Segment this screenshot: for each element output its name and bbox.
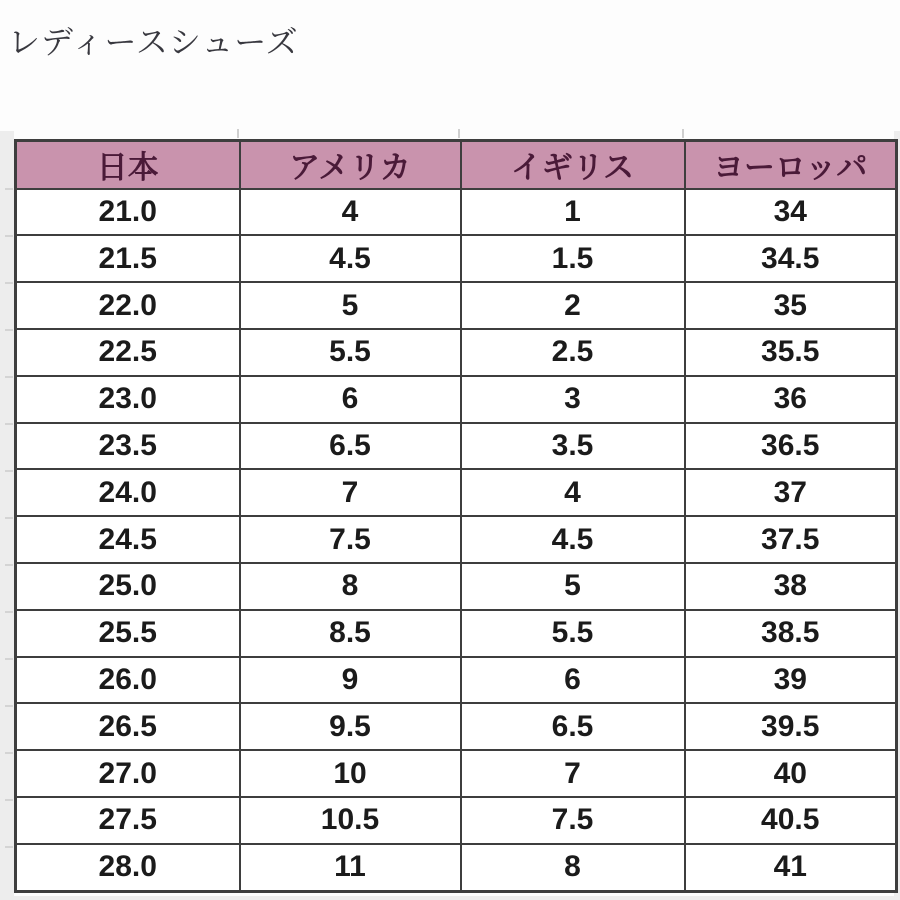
table-cell: 40: [685, 750, 897, 797]
table-cell: 10: [240, 750, 461, 797]
table-cell: 5: [240, 282, 461, 329]
row-gridline-tick: [5, 611, 13, 613]
row-gridline-tick: [5, 517, 13, 519]
table-cell: 24.5: [16, 516, 240, 563]
table-cell: 3: [461, 376, 685, 423]
row-gridline-tick: [5, 376, 13, 378]
table-cell: 38: [685, 563, 897, 610]
table-cell: 9.5: [240, 703, 461, 750]
table-row: [16, 282, 897, 329]
table-row: [16, 329, 897, 376]
table-row: [16, 657, 897, 704]
table-cell: 5.5: [240, 329, 461, 376]
table-row: [16, 516, 897, 563]
table-cell: 4: [461, 469, 685, 516]
table-cell: 39: [685, 657, 897, 704]
table-cell: 21.5: [16, 235, 240, 282]
table-cell: 1.5: [461, 235, 685, 282]
table-cell: 40.5: [685, 797, 897, 844]
table-cell: 8: [461, 844, 685, 892]
table-cell: 24.0: [16, 469, 240, 516]
table-row: [16, 423, 897, 470]
table-row: [16, 189, 897, 236]
row-gridline-tick: [5, 470, 13, 472]
table-cell: 36: [685, 376, 897, 423]
table-cell: 26.0: [16, 657, 240, 704]
table-cell: 27.0: [16, 750, 240, 797]
table-cell: 37.5: [685, 516, 897, 563]
table-cell: 37: [685, 469, 897, 516]
table-cell: 6: [240, 376, 461, 423]
table-cell: 7.5: [461, 797, 685, 844]
row-gridline-tick: [5, 564, 13, 566]
row-gridline-tick: [5, 799, 13, 801]
column-gridline-tick: [682, 129, 684, 138]
table-cell: 36.5: [685, 423, 897, 470]
table-cell: 22.5: [16, 329, 240, 376]
row-gridline-tick: [5, 423, 13, 425]
header-row: [16, 141, 897, 189]
row-gridline-tick: [5, 188, 13, 190]
table-cell: 6.5: [240, 423, 461, 470]
table-cell: 25.0: [16, 563, 240, 610]
table-cell: 7: [240, 469, 461, 516]
table-cell: 34: [685, 189, 897, 236]
row-gridline-tick: [5, 329, 13, 331]
table-cell: 8.5: [240, 610, 461, 657]
table-cell: 4: [240, 189, 461, 236]
table-cell: 34.5: [685, 235, 897, 282]
table-cell: 22.0: [16, 282, 240, 329]
table-row: [16, 563, 897, 610]
header-cell-europe: ヨーロッパ: [685, 141, 897, 189]
table-cell: 6.5: [461, 703, 685, 750]
table-cell: 35: [685, 282, 897, 329]
table-cell: 4.5: [240, 235, 461, 282]
table-cell: 3.5: [461, 423, 685, 470]
table-row: [16, 844, 897, 892]
table-cell: 26.5: [16, 703, 240, 750]
table-cell: 4.5: [461, 516, 685, 563]
table-cell: 8: [240, 563, 461, 610]
header-cell-japan: 日本: [16, 141, 240, 189]
table-cell: 23.5: [16, 423, 240, 470]
table-cell: 7: [461, 750, 685, 797]
row-gridline-tick: [5, 752, 13, 754]
sheet-margin-bottom: [0, 896, 900, 900]
table-row: [16, 235, 897, 282]
table-cell: 5.5: [461, 610, 685, 657]
row-gridline-tick: [5, 705, 13, 707]
table-cell: 21.0: [16, 189, 240, 236]
table-cell: 35.5: [685, 329, 897, 376]
header-cell-uk: イギリス: [461, 141, 685, 189]
table-row: [16, 610, 897, 657]
table-cell: 2: [461, 282, 685, 329]
column-gridline-tick: [458, 129, 460, 138]
row-gridline-tick: [5, 235, 13, 237]
table-cell: 9: [240, 657, 461, 704]
table-body: [16, 189, 897, 892]
column-gridline-tick: [237, 129, 239, 138]
sheet-margin-left: [0, 131, 14, 900]
table-row: [16, 750, 897, 797]
table-cell: 41: [685, 844, 897, 892]
table-cell: 23.0: [16, 376, 240, 423]
table-row: [16, 376, 897, 423]
table-cell: 38.5: [685, 610, 897, 657]
row-gridline-tick: [5, 658, 13, 660]
table-cell: 28.0: [16, 844, 240, 892]
table-row: [16, 469, 897, 516]
table-cell: 1: [461, 189, 685, 236]
table-cell: 5: [461, 563, 685, 610]
table-cell: 10.5: [240, 797, 461, 844]
table-cell: 2.5: [461, 329, 685, 376]
table-cell: 27.5: [16, 797, 240, 844]
shoe-size-conversion-table: [14, 139, 898, 893]
header-cell-usa: アメリカ: [240, 141, 461, 189]
table-row: [16, 797, 897, 844]
table-cell: 6: [461, 657, 685, 704]
table-cell: 25.5: [16, 610, 240, 657]
table-cell: 39.5: [685, 703, 897, 750]
table-cell: 11: [240, 844, 461, 892]
row-gridline-tick: [5, 282, 13, 284]
page-title: レディースシューズ: [8, 24, 299, 60]
size-table: [14, 139, 898, 893]
table-row: [16, 703, 897, 750]
row-gridline-tick: [5, 846, 13, 848]
table-cell: 7.5: [240, 516, 461, 563]
